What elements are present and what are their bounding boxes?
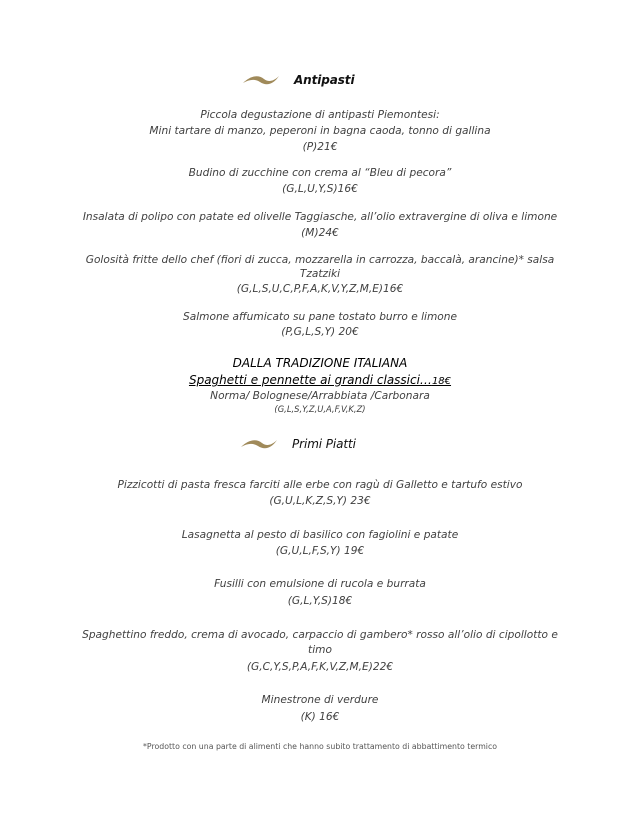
tradizione-subtitle-text: Spaghetti e pennette ai grandi classici… [188,373,432,387]
gold-swirl-icon [240,437,278,451]
antipasti-item-1-line-1: Piccola degustazione di antipasti Piemontesi: [200,109,440,121]
antipasti-item-2-line-1: Budino di zucchine con crema al “Bleu di pecora” [188,167,452,179]
gold-swirl-icon [242,73,280,87]
primi-heading [240,434,356,454]
primi-item-4-price: (G,C,Y,S,P,A,F,K,V,Z,M,E)22€ [246,661,394,673]
antipasti-item-4-price: (G,L,S,U,C,P,F,A,K,V,Y,Z,M,E)16€ [236,283,404,295]
antipasti-item-4-line-1: Golosità fritte dello chef (fiori di zucca, mozzarella in carrozza, baccalà, arancine)* salsa [85,254,555,266]
primi-item-5-price: (K) 16€ [300,711,340,723]
antipasti-item-2-price: (G,L,U,Y,S)16€ [282,183,358,195]
antipasti-title: Antipasti [294,73,355,87]
antipasti-item-4-line-2: Tzatziki [299,268,341,280]
tradizione-variants: Norma/ Bolognese/Arrabbiata /Carbonara [210,390,430,402]
antipasti-item-1-price: (P)21€ [302,141,338,153]
primi-item-2-price: (G,U,L,F,S,Y) 19€ [275,545,365,557]
tradizione-allergens: (G,L,S,Y,Z,U,A,F,V,K,Z) [274,404,366,414]
tradizione-title: DALLA TRADIZIONE ITALIANA [232,356,408,370]
primi-item-4-line-1: Spaghettino freddo, crema di avocado, carpaccio di gambero* rosso all’olio di cipollotto e [82,629,558,641]
antipasti-item-5-line-1: Salmone affumicato su pane tostato burro e limone [182,311,457,323]
antipasti-item-3-price: (M)24€ [301,227,339,239]
footnote: *Prodotto con una parte di alimenti che hanno subito trattamento di abbattimento termico [142,742,498,751]
primi-item-5-line-1: Minestrone di verdure [261,694,379,706]
tradizione-price: 18€ [431,376,452,387]
antipasti-item-3-line-1: Insalata di polipo con patate ed olivelle Taggiasche, all’olio extravergine di oliva e limone [82,211,558,223]
primi-item-1-price: (G,U,L,K,Z,S,Y) 23€ [269,495,371,507]
primi-title: Primi Piatti [292,437,356,451]
primi-item-3-price: (G,L,Y,S)18€ [287,595,353,607]
primi-item-2-line-1: Lasagnetta al pesto di basilico con fagiolini e patate [181,529,459,541]
primi-item-1-line-1: Pizzicotti di pasta fresca farciti alle erbe con ragù di Galletto e tartufo estivo [117,479,523,491]
antipasti-item-5-price: (P,G,L,S,Y) 20€ [281,326,359,338]
primi-item-4-line-2: timo [308,644,332,656]
antipasti-item-1-line-2: Mini tartare di manzo, peperoni in bagna caoda, tonno di gallina [149,125,491,137]
primi-item-3-line-1: Fusilli con emulsione di rucola e burrata [214,578,426,590]
antipasti-heading [242,70,354,90]
